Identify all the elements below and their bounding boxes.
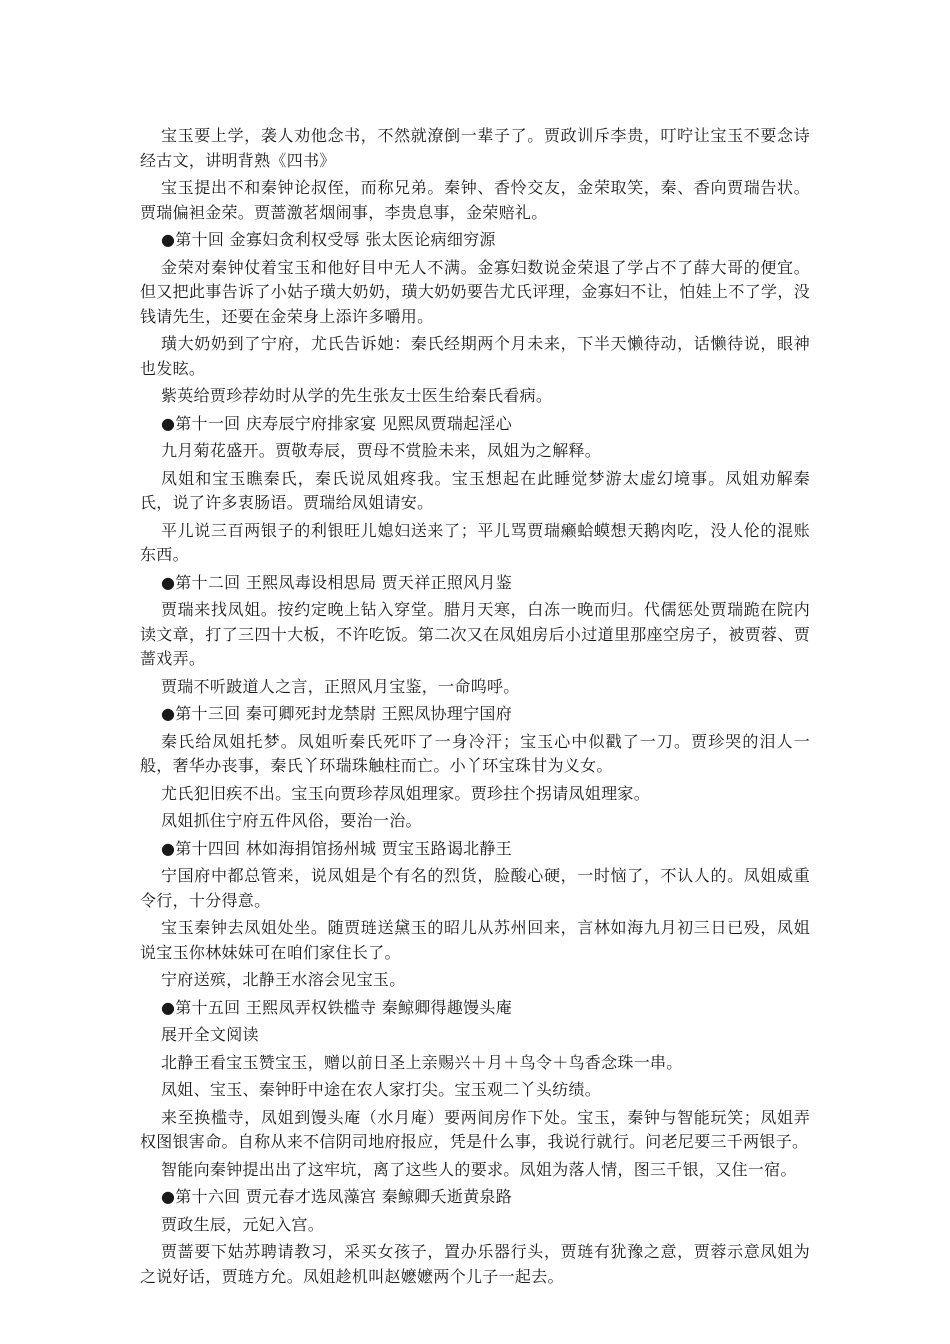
chapter-heading: ●第十二回 王熙凤毒设相思局 贾天祥正照风月鉴 bbox=[161, 572, 513, 592]
expand-full-text-link[interactable]: 展开全文阅读 bbox=[161, 1025, 259, 1044]
paragraph: 金荣对秦钟仗着宝玉和他好目中无人不满。金寡妇数说金荣退了学占不了薛大哥的便宜。但又把此事告诉了小姑子璜大奶奶，璜大奶奶要告尤氏评理，金寡妇不让，怕娃上不了学，没钱请先生，还要在金荣身上添许多嚼用。 bbox=[140, 257, 810, 326]
chapter-heading: ●第十三回 秦可卿死封龙禁尉 王熙凤协理宁国府 bbox=[161, 704, 513, 723]
chapter-heading: ●第十六回 贾元春才选凤藻宫 秦鲸卿夭逝黄泉路 bbox=[161, 1187, 513, 1206]
chapter-heading: ●第十四回 林如海捐馆扬州城 贾宝玉路谒北静王 bbox=[161, 838, 513, 858]
paragraph: 宁国府中都总管来，说凤姐是个有名的烈货，脸酸心硬，一时恼了，不认人的。凤姐威重令行，十分得意。 bbox=[140, 866, 810, 910]
paragraph: 宝玉秦钟去凤姐处坐。随贾琏送黛玉的昭儿从苏州回来，言林如海九月初三日已殁，凤姐说宝玉你林妹妹可在咱们家住长了。 bbox=[140, 918, 810, 962]
paragraph: 紫英给贾珍荐幼时从学的先生张友士医生给秦氏看病。 bbox=[161, 386, 553, 405]
paragraph: 尤氏犯旧疾不出。宝玉向贾珍荐凤姐理家。贾珍拄个拐请凤姐理家。 bbox=[161, 783, 651, 803]
paragraph: 贾瑞来找凤姐。按约定晚上钻入穿堂。腊月天寒，白冻一晚而归。代儒惩处贾瑞跪在院内读文章，打了三四十大板，不许吃饭。第二次又在凤姐房后小过道里那座空房子，被贾蓉、贾蔷戏弄。 bbox=[140, 600, 810, 668]
paragraph: 智能向秦钟提出出了这牢坑，离了这些人的要求。凤姐为落人情，图三千银，又住一宿。 bbox=[161, 1159, 797, 1179]
paragraph: 凤姐和宝玉瞧秦氏，秦氏说凤姐疼我。宝玉想起在此睡觉梦游太虚幻境事。凤姐劝解秦氏，说了许多衷肠语。贾瑞给凤姐请安。 bbox=[140, 468, 810, 512]
paragraph: 宁府送殡，北静王水溶会见宝玉。 bbox=[161, 970, 406, 989]
document-body bbox=[140, 124, 810, 1292]
chapter-heading: ●第十回 金寡妇贪利权受辱 张太医论病细穷源 bbox=[161, 230, 496, 249]
paragraph: 九月菊花盛开。贾敬寿辰，贾母不赏脸未来，凤姐为之解释。 bbox=[161, 441, 602, 460]
paragraph: 平儿说三百两银子的利银旺儿媳妇送来了；平儿骂贾瑞癞蛤蟆想天鹅肉吃，没人伦的混账东西。 bbox=[140, 520, 810, 564]
chapter-heading: ●第十五回 王熙凤弄权铁槛寺 秦鲸卿得趣馒头庵 bbox=[161, 997, 513, 1017]
paragraph: 凤姐抓住宁府五件风俗，要治一治。 bbox=[161, 811, 422, 830]
paragraph: 宝玉要上学，袭人劝他念书，不然就潦倒一辈子了。贾政训斥李贵，叮咛让宝玉不要念诗经古文，讲明背熟《四书》 bbox=[140, 126, 810, 170]
paragraph: 北静王看宝玉赞宝玉，赠以前日圣上亲赐兴＋月＋鸟令＋鸟香念珠一串。 bbox=[161, 1052, 683, 1072]
paragraph: 贾蔷要下姑苏聘请教习，采买女孩子，置办乐器行头，贾琏有犹豫之意，贾蓉示意凤姐为之说好话，贾琏方允。凤姐趁机叫赵嬷嬷两个儿子一起去。 bbox=[140, 1242, 810, 1286]
paragraph: 贾瑞不听跛道人之言，正照风月宝鉴，一命呜呼。 bbox=[161, 676, 520, 696]
paragraph: 宝玉提出不和秦钟论叔侄，而称兄弟。秦钟、香怜交友，金荣取笑，秦、香向贾瑞告状。贾瑞偏袒金荣。贾蔷激茗烟闹事，李贵息事，金荣赔礼。 bbox=[140, 178, 810, 222]
paragraph: 璜大奶奶到了宁府，尤氏告诉她：秦氏经期两个月未来，下半天懒待动，话懒待说，眼神也发眩。 bbox=[140, 334, 810, 378]
paragraph: 贾政生辰，元妃入宫。 bbox=[161, 1214, 325, 1234]
paragraph: 凤姐、宝玉、秦钟盱中途在农人家打尖。宝玉观二丫头纺绩。 bbox=[161, 1080, 602, 1099]
paragraph: 来至换槛寺，凤姐到馒头庵（水月庵）要两间房作下处。宝玉，秦钟与智能玩笑；凤姐弄权图银害命。自称从来不信阴司地府报应，凭是什么事，我说行就行。问老尼要三千两银子。 bbox=[140, 1107, 810, 1151]
chapter-heading: ●第十一回 庆寿辰宁府排家宴 见熙凤贾瑞起淫心 bbox=[161, 413, 513, 433]
paragraph: 秦氏给凤姐托梦。凤姐听秦氏死吓了一身冷汗；宝玉心中似戳了一刀。贾珍哭的泪人一般，奢华办丧事，秦氏丫环瑞珠触柱而亡。小丫环宝珠甘为义女。 bbox=[140, 731, 810, 775]
